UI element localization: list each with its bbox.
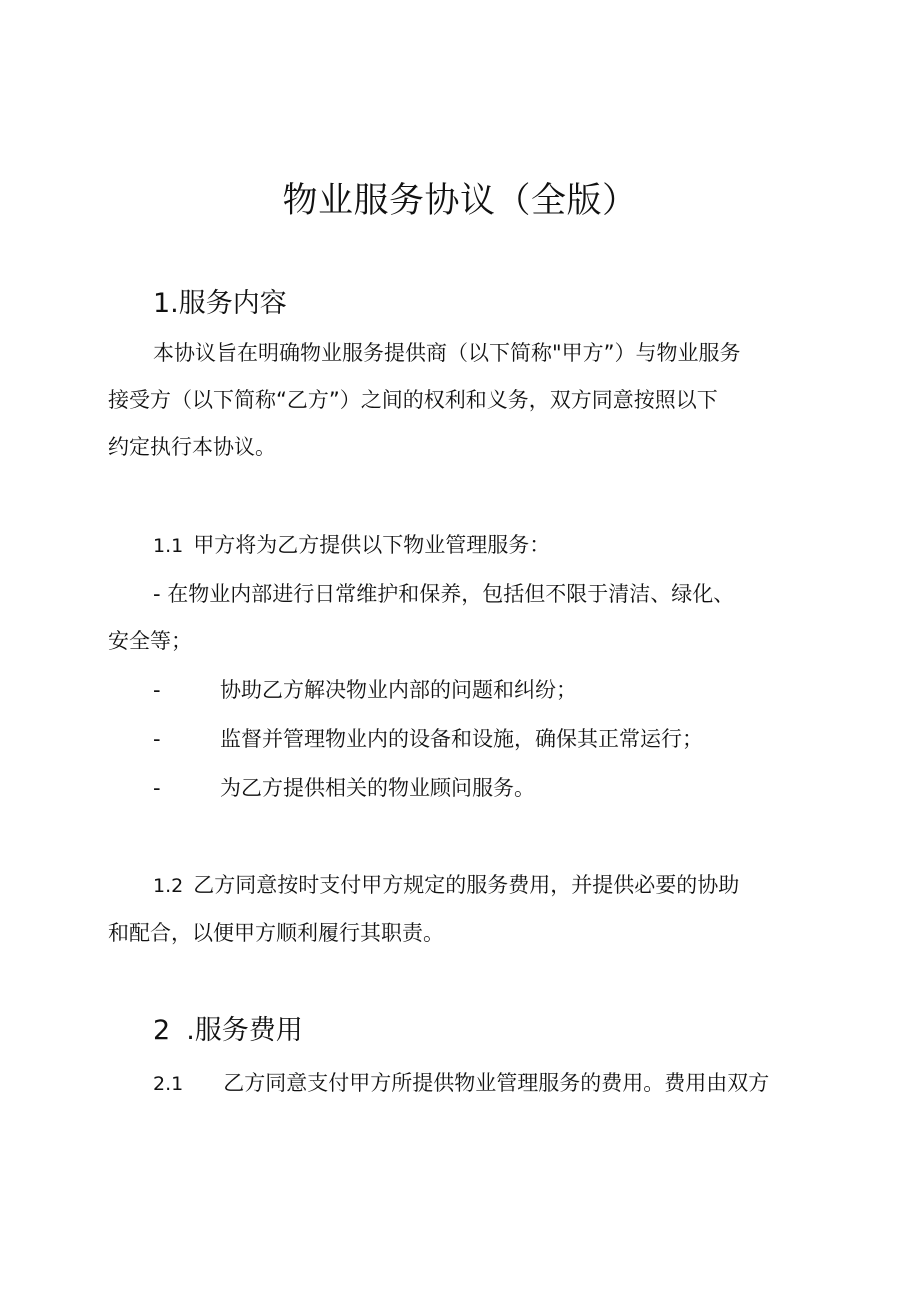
section-2-title: .服务费用 — [186, 1015, 303, 1046]
clause-1-1-text: 甲方将为乙方提供以下物业管理服务： — [193, 533, 551, 557]
clause-1-1-item-1-line-1: - 在物业内部进行日常维护和保养，包括但不限于清洁、绿化、 — [153, 582, 735, 606]
list-item-2-dash: - — [153, 678, 161, 702]
clause-2-1 — [153, 1068, 769, 1099]
intro-line-3: 约定执行本协议。 — [108, 435, 276, 459]
clause-1-1-number: 1.1 — [153, 535, 184, 557]
list-item-4-text: 为乙方提供相关的物业顾问服务。 — [220, 776, 535, 800]
clause-1-1 — [153, 530, 550, 561]
intro-line-1: 本协议旨在明确物业服务提供商（以下简称"甲方”）与物业服务 — [153, 341, 741, 365]
clause-2-1-number: 2.1 — [153, 1073, 184, 1095]
section-2-heading — [153, 1014, 303, 1048]
document-title: 物业服务协议（全版） — [282, 181, 638, 221]
list-item-4-dash: - — [153, 776, 161, 800]
section-2-number: 2 — [153, 1015, 171, 1046]
clause-1-2-text: 乙方同意按时支付甲方规定的服务费用，并提供必要的协助 — [193, 873, 740, 897]
list-item-2-text: 协助乙方解决物业内部的问题和纠纷； — [220, 678, 577, 702]
clause-2-1-text: 乙方同意支付甲方所提供物业管理服务的费用。费用由双方 — [223, 1071, 770, 1095]
list-item-3-text: 监督并管理物业内的设备和设施，确保其正常运行； — [220, 727, 703, 751]
clause-1-2-line-1 — [153, 870, 739, 901]
intro-line-2: 接受方（以下简称“乙方”）之间的权利和义务，双方同意按照以下 — [108, 388, 718, 412]
section-1-heading: 1.服务内容 — [153, 288, 287, 319]
clause-1-1-item-1-line-2: 安全等； — [108, 629, 192, 653]
clause-1-2-line-2: 和配合，以便甲方顺利履行其职责。 — [108, 921, 444, 945]
clause-1-2-number: 1.2 — [153, 875, 184, 897]
list-item-3-dash: - — [153, 727, 161, 751]
